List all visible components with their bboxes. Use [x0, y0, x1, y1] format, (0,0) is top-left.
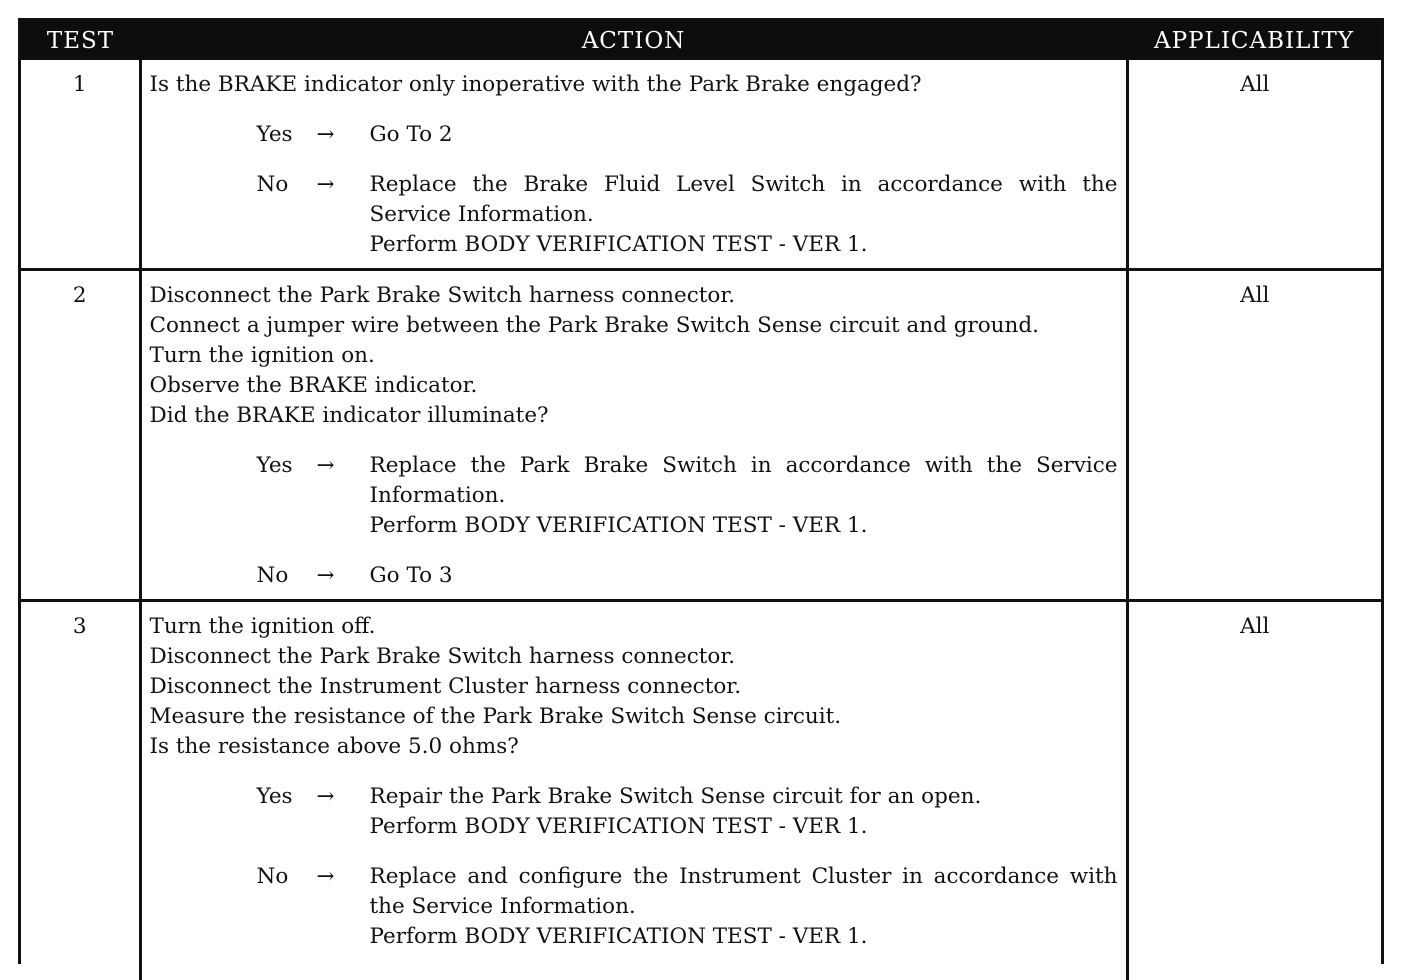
no-result — [370, 862, 1118, 952]
no-outcome — [150, 862, 1118, 952]
result-line: Go To 2 — [370, 120, 1118, 150]
applicability-value: All — [1127, 601, 1381, 980]
result-line: Replace and configure the Instrument Cluster in accordance with the Service Information. — [370, 862, 1118, 922]
table-row — [21, 60, 1381, 270]
header-test: TEST — [21, 21, 140, 60]
question-line: Is the BRAKE indicator only inoperative with the Park Brake engaged? — [150, 70, 1118, 100]
test-number: 3 — [21, 601, 140, 980]
arrow-icon: → — [317, 862, 370, 952]
action-cell — [140, 60, 1127, 270]
question-line: Disconnect the Park Brake Switch harness connector. — [150, 281, 1118, 311]
question-block — [150, 70, 1118, 100]
yes-result — [370, 782, 1118, 842]
question-line: Is the resistance above 5.0 ohms? — [150, 732, 1118, 762]
no-label: No — [257, 862, 317, 952]
no-result — [370, 170, 1118, 260]
yes-label: Yes — [257, 782, 317, 842]
test-number: 1 — [21, 60, 140, 270]
question-line: Disconnect the Instrument Cluster harness connector. — [150, 672, 1118, 702]
result-line: Repair the Park Brake Switch Sense circuit for an open. — [370, 782, 1118, 812]
no-result — [370, 561, 1118, 591]
question-line: Disconnect the Park Brake Switch harness connector. — [150, 642, 1118, 672]
question-block — [150, 612, 1118, 762]
no-label: No — [257, 561, 317, 591]
arrow-icon: → — [317, 561, 370, 591]
header-row — [21, 21, 1381, 60]
result-line: Replace the Brake Fluid Level Switch in accordance with the Service Information. — [370, 170, 1118, 230]
yes-result — [370, 451, 1118, 541]
result-line: Perform BODY VERIFICATION TEST - VER 1. — [370, 230, 1118, 260]
result-line: Perform BODY VERIFICATION TEST - VER 1. — [370, 922, 1118, 952]
arrow-icon: → — [317, 120, 370, 150]
question-line: Turn the ignition off. — [150, 612, 1118, 642]
question-line: Did the BRAKE indicator illuminate? — [150, 401, 1118, 431]
yes-outcome — [150, 782, 1118, 842]
question-line: Observe the BRAKE indicator. — [150, 371, 1118, 401]
yes-result — [370, 120, 1118, 150]
applicability-value: All — [1127, 60, 1381, 270]
arrow-icon: → — [317, 782, 370, 842]
diagnostic-table — [21, 21, 1381, 980]
test-number: 2 — [21, 270, 140, 601]
question-line: Measure the resistance of the Park Brake Switch Sense circuit. — [150, 702, 1118, 732]
header-action: ACTION — [140, 21, 1127, 60]
no-outcome — [150, 170, 1118, 260]
result-line: Go To 3 — [370, 561, 1118, 591]
header-applicability: APPLICABILITY — [1127, 21, 1381, 60]
result-line: Perform BODY VERIFICATION TEST - VER 1. — [370, 511, 1118, 541]
no-outcome — [150, 561, 1118, 591]
arrow-icon: → — [317, 170, 370, 260]
question-line: Connect a jumper wire between the Park Brake Switch Sense circuit and ground. — [150, 311, 1118, 341]
diagnostic-table-frame — [18, 18, 1384, 964]
action-cell — [140, 270, 1127, 601]
question-block — [150, 281, 1118, 431]
action-cell — [140, 601, 1127, 980]
question-line: Turn the ignition on. — [150, 341, 1118, 371]
yes-label: Yes — [257, 120, 317, 150]
result-line: Replace the Park Brake Switch in accordance with the Service Information. — [370, 451, 1118, 511]
no-label: No — [257, 170, 317, 260]
table-row — [21, 270, 1381, 601]
result-line: Perform BODY VERIFICATION TEST - VER 1. — [370, 812, 1118, 842]
yes-outcome — [150, 451, 1118, 541]
applicability-value: All — [1127, 270, 1381, 601]
yes-label: Yes — [257, 451, 317, 541]
arrow-icon: → — [317, 451, 370, 541]
table-row — [21, 601, 1381, 980]
yes-outcome — [150, 120, 1118, 150]
